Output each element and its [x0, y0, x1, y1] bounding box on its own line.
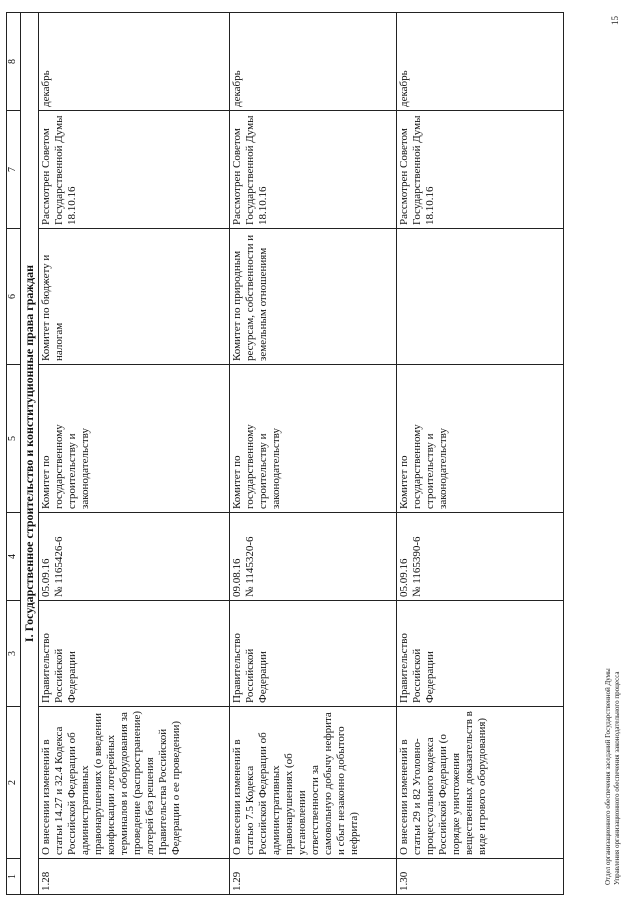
- planned-month: декабрь: [39, 13, 230, 111]
- table-row: [39, 13, 230, 895]
- table-row: [230, 13, 397, 895]
- table-row: [397, 13, 564, 895]
- bill-initiator: Правительство Российской Федерации: [39, 601, 230, 707]
- column-number: 8: [7, 13, 21, 111]
- bill-title: О внесении изменений в статью 7.5 Кодекса Российской Федерации об административных правонарушениях (об установлении ответственности за самовольную добычу нефрита и сбыт незаконно добытого нефрита): [230, 707, 397, 859]
- footer-note: [604, 668, 622, 885]
- co-committee: [397, 229, 564, 365]
- row-number: 1.28: [39, 859, 230, 895]
- column-number: 5: [7, 365, 21, 513]
- bill-registration: 05.09.16 № 1165426-6: [39, 513, 230, 601]
- page-number: 15: [610, 16, 620, 25]
- column-number: 4: [7, 513, 21, 601]
- responsible-committee: Комитет по государственному строительству и законодательству: [39, 365, 230, 513]
- section-header-row: [21, 13, 39, 895]
- column-number-row: [7, 13, 21, 895]
- column-number: 3: [7, 601, 21, 707]
- co-committee: Комитет по бюджету и налогам: [39, 229, 230, 365]
- bill-title: О внесении изменений в статьи 14.27 и 32.4 Кодекса Российской Федерации об административных правонарушениях (о введении конфискации лотерейных терминалов и оборудования за проведение (распространение) лотерей без решения Правительства Российской Федерации о ее проведении): [39, 707, 230, 859]
- section-title: I. Государственное строительство и конституционные права граждан: [21, 13, 39, 895]
- bill-status: Рассмотрен Советом Государственной Думы 18.10.16: [230, 111, 397, 229]
- footer-line-2: Управления организационного обеспечения законодательного процесса: [613, 671, 621, 885]
- column-number: 2: [7, 707, 21, 859]
- footer-line-1: Отдел организационного обеспечения заседаний Государственной Думы: [604, 668, 612, 885]
- column-number: 7: [7, 111, 21, 229]
- row-number: 1.30: [397, 859, 564, 895]
- column-number: 6: [7, 229, 21, 365]
- planned-month: декабрь: [397, 13, 564, 111]
- bill-status: Рассмотрен Советом Государственной Думы 18.10.16: [39, 111, 230, 229]
- responsible-committee: Комитет по государственному строительству и законодательству: [397, 365, 564, 513]
- bill-registration: 09.08.16 № 1145320-6: [230, 513, 397, 601]
- bill-registration: 05.09.16 № 1165390-6: [397, 513, 564, 601]
- bill-title: О внесении изменений в статьи 29 и 82 Уголовно-процессуального кодекса Российской Федерации (о порядке уничтожения вещественных доказательств в виде игрового оборудования): [397, 707, 564, 859]
- bill-status: Рассмотрен Советом Государственной Думы 18.10.16: [397, 111, 564, 229]
- co-committee: Комитет по природным ресурсам, собственности и земельным отношениям: [230, 229, 397, 365]
- bill-initiator: Правительство Российской Федерации: [230, 601, 397, 707]
- row-number: 1.29: [230, 859, 397, 895]
- responsible-committee: Комитет по государственному строительству и законодательству: [230, 365, 397, 513]
- column-number: 1: [7, 859, 21, 895]
- bill-initiator: Правительство Российской Федерации: [397, 601, 564, 707]
- bills-table: [6, 12, 564, 895]
- planned-month: декабрь: [230, 13, 397, 111]
